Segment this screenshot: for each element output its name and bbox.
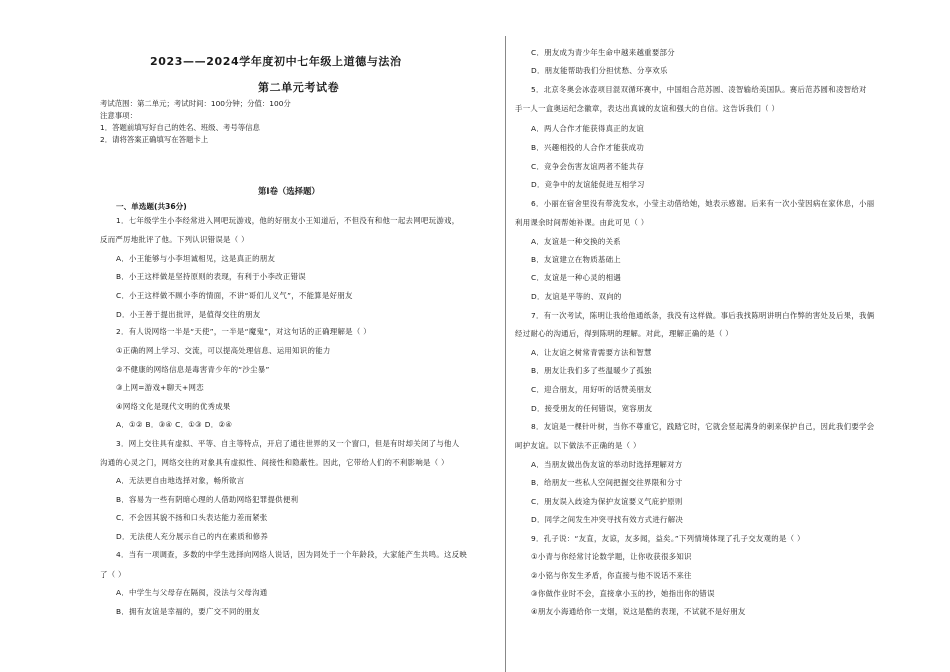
answer-option: B．兴趣相投的人合作才能获成功 xyxy=(531,143,645,152)
answer-option: D．友谊是平等的、双向的 xyxy=(531,292,622,301)
question-stem: 4．当有一项调查，多数的中学生选择向网络人说话，因为同处于一个年龄段，大家能产生共鸣。这反映 xyxy=(116,550,468,559)
answer-option: B．拥有友谊是幸福的，要广交不同的朋友 xyxy=(116,607,260,616)
answer-option: B．友谊建立在物质基础上 xyxy=(531,255,621,264)
answer-option: A．友谊是一种交换的关系 xyxy=(531,237,621,246)
answer-option: D．无法使人充分展示自己的内在素质和修养 xyxy=(116,532,269,541)
answer-option: C．迎合朋友，用好听的话赞美朋友 xyxy=(531,385,652,394)
question-stem-continuation: 了（ ） xyxy=(100,570,126,579)
question-stem-continuation: 利用课余时间帮她补课。由此可见（ ） xyxy=(515,218,649,227)
answer-option: D．同学之间发生冲突寻找有效方式进行解决 xyxy=(531,515,684,524)
answer-option: ②不健康的网络信息是毒害青少年的“沙尘暴” xyxy=(116,365,270,374)
section-title: 第Ⅰ卷（选择题） xyxy=(258,186,320,196)
exam-scope: 考试范围：第二单元；考试时间：100分钟；分值：100分 xyxy=(100,99,291,108)
answer-option: A．当朋友做出伪友谊的举动时选择理解对方 xyxy=(531,460,683,469)
answer-option: D．小王善于提出批评，是值得交往的朋友 xyxy=(116,310,261,319)
answer-option: D．朋友能帮助我们分担忧愁、分享欢乐 xyxy=(531,66,668,75)
answer-option: A．小王能够与小李坦诚相见，这是真正的朋友 xyxy=(116,254,276,263)
notice-item-1: 1．答题前填写好自己的姓名、班级、考号等信息 xyxy=(100,123,260,132)
answer-option: B．容易为一些有阴暗心理的人借助网络犯罪提供便利 xyxy=(116,495,299,504)
answer-option: ①小青与你经常讨论数学题，让你收获很多知识 xyxy=(531,552,692,561)
question-stem-continuation: 呵护友谊。以下做法不正确的是（ ） xyxy=(515,441,641,450)
answer-option: A．无法更自由地选择对象，畅所欲言 xyxy=(116,476,245,485)
question-stem: 8．友谊是一棵针叶树，当你不尊重它，践踏它时，它就会竖起满身的刺来保护自己，因此我们要学会 xyxy=(531,422,875,431)
notice-title: 注意事项： xyxy=(100,111,137,120)
answer-option: C．小王这样做不顾小李的情面，不讲“哥们儿义气”，不能算是好朋友 xyxy=(116,291,353,300)
answer-option: C．不会因其貌不扬和口头表达能力差而紧张 xyxy=(116,513,268,522)
answer-option: ④朋友小海通给你一支烟，说这是酷的表现，不试就不是好朋友 xyxy=(531,607,746,616)
answer-option: ③你做作业时不会，直接拿小玉的抄，她指出你的错误 xyxy=(531,589,715,598)
answer-option: D．竞争中的友谊能促进互相学习 xyxy=(531,180,645,189)
answer-option: A．两人合作才能获得真正的友谊 xyxy=(531,124,645,133)
answer-option: ③上网=游戏+聊天+网恋 xyxy=(116,383,204,392)
question-stem: 5．北京冬奥会冰壶项目混双循环赛中，中国组合范苏圆、凌智输给美国队。赛后范苏圆和凌智给对 xyxy=(531,85,867,94)
answer-option: C．竞争会伤害友谊两者不能共存 xyxy=(531,162,645,171)
question-stem: 9．孔子说：“友直，友谅，友多闻，益矣。”下列情境体现了孔子交友观的是（ ） xyxy=(531,534,805,543)
answer-option: B．小王这样做是坚持原则的表现，有利于小李改正错误 xyxy=(116,272,306,281)
question-stem: 2．有人说网络一半是“天使”，一半是“魔鬼”，对这句话的正确理解是（ ） xyxy=(116,327,371,336)
exam-subtitle: 第二单元考试卷 xyxy=(258,81,340,94)
exam-title: 2023——2024学年度初中七年级上道德与法治 xyxy=(150,55,402,68)
answer-option: A．中学生与父母存在隔阂，没法与父母沟通 xyxy=(116,588,268,597)
answer-option: D．接受朋友的任何错误，宽容朋友 xyxy=(531,404,653,413)
answer-option: B．给朋友一些私人空间把握交往界限和分寸 xyxy=(531,478,683,487)
answer-option: ④网络文化是现代文明的优秀成果 xyxy=(116,402,231,411)
answer-option: A．让友谊之树常青需要方法和智慧 xyxy=(531,348,652,357)
question-stem-continuation: 手一人一盒奥运纪念徽章，表达出真诚的友谊和强大的自信。这告诉我们（ ） xyxy=(515,104,780,113)
answer-option: C．朋友成为青少年生命中越来越重要部分 xyxy=(531,48,675,57)
question-stem: 6．小丽在宿舍里没有带洗发水，小莹主动借给她，她表示感谢。后来有一次小莹因病在家休息，小丽 xyxy=(531,199,875,208)
question-stem: 3．网上交往具有虚拟、平等、自主等特点，开启了通往世界的又一个窗口，但是有时却关闭了与他人 xyxy=(116,439,460,448)
question-stem: 1．七年级学生小李经常进入网吧玩游戏，他的好朋友小王知道后，不但没有和他一起去网吧玩游戏， xyxy=(116,216,460,225)
question-stem: 7．有一次考试，陈明让我给他通纸条，我没有这样做。事后我找陈明讲明白作弊的害处及后果，我俩 xyxy=(531,311,875,320)
answer-option: C．友谊是一种心灵的相遇 xyxy=(531,273,622,282)
section-subtitle: 一、单选题(共36分) xyxy=(116,202,187,211)
answer-option: ②小铭与你发生矛盾，你直接与他不说话不来往 xyxy=(531,571,692,580)
answer-option: C．朋友误入歧途为保护友谊要义气庇护原则 xyxy=(531,497,683,506)
answer-option: B．朋友让我们多了些温暖少了孤独 xyxy=(531,366,652,375)
question-stem-continuation: 沟通的心灵之门，网络交往的对象具有虚拟性、间接性和隐蔽性。因此，它带给人们的不利影响是（ ） xyxy=(100,458,449,467)
column-divider xyxy=(505,36,506,672)
question-stem-continuation: 反而严厉地批评了他。下列认识错误是（ ） xyxy=(100,235,249,244)
question-stem-continuation: 经过耐心的沟通后，得到陈明的理解。对此，理解正确的是（ ） xyxy=(515,329,733,338)
answer-option: A．①② B．③④ C．①③ D．②④ xyxy=(116,420,233,429)
notice-item-2: 2．请将答案正确填写在答题卡上 xyxy=(100,135,209,144)
answer-option: ①正确的网上学习、交流，可以提高处理信息、运用知识的能力 xyxy=(116,346,331,355)
